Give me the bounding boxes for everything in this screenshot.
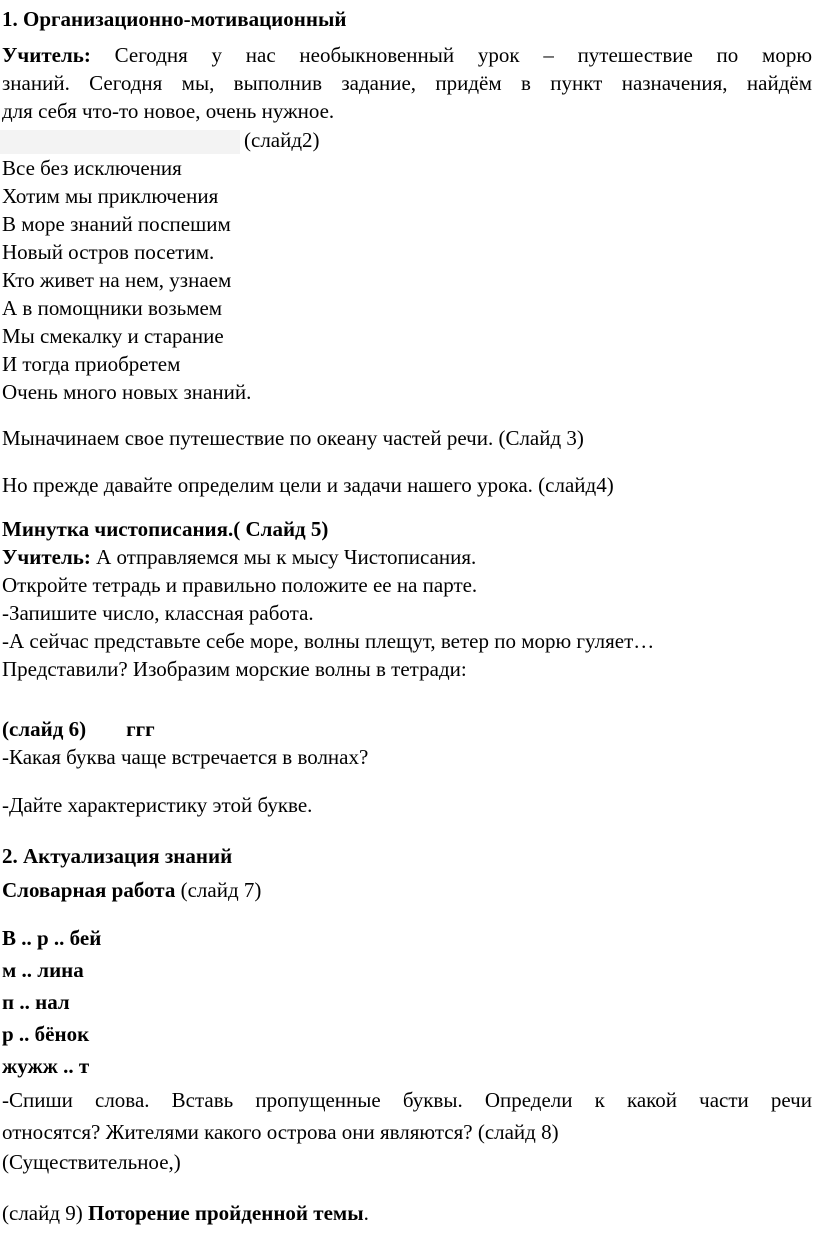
- slide2-label: (слайд2): [244, 128, 320, 152]
- section1-heading: 1. Организационно-мотивационный: [2, 7, 347, 31]
- vocab-word: м .. лина: [2, 958, 84, 982]
- journey-line: Мыначинаем свое путешествие по океану частей речи. (Слайд 3): [2, 426, 584, 450]
- task-line-1: -Спиши слова. Вставь пропущенные буквы. Определи к какой части речи: [2, 1088, 812, 1112]
- slide6-line: [2, 716, 155, 742]
- vocab-word: п .. нал: [2, 990, 70, 1014]
- poem-line: Кто живет на нем, узнаем: [2, 268, 232, 292]
- section2-heading: 2. Актуализация знаний: [2, 844, 233, 868]
- poem-line: Хотим мы приключения: [2, 184, 219, 208]
- intro-line-3: для себя что-то новое, очень нужное.: [2, 99, 335, 123]
- intro-line-2: знаний. Сегодня мы, выполнив задание, придём в пункт назначения, найдём: [2, 71, 812, 95]
- calligraphy-line-2: Откройте тетрадь и правильно положите ее на парте.: [2, 573, 478, 597]
- calligraphy-text-1: А отправляемся мы к мысу Чистописания.: [96, 545, 477, 569]
- repeat-end: .: [363, 1201, 369, 1225]
- poem-line: А в помощники возьмем: [2, 296, 223, 320]
- poem-line: И тогда приобретем: [2, 352, 181, 376]
- vocab-line: [2, 877, 261, 903]
- question-2: -Дайте характеристику этой букве.: [2, 793, 313, 817]
- slide2-line: [0, 127, 320, 154]
- goals-line: Но прежде давайте определим цели и задачи нашего урока. (слайд4): [2, 473, 614, 497]
- teacher-label: Учитель:: [2, 545, 91, 569]
- calligraphy-line-1: [2, 544, 476, 570]
- repeat-label: Поторение пройденной темы: [88, 1201, 364, 1225]
- wave-letters: ггг: [126, 717, 155, 741]
- calligraphy-line-4: -А сейчас представьте себе море, волны плещут, ветер по морю гуляет…: [2, 629, 655, 653]
- vocab-label: Словарная работа: [2, 878, 176, 902]
- slide6-label: (слайд 6): [2, 717, 87, 741]
- vocab-word: р .. бёнок: [2, 1022, 90, 1046]
- slide9-label: (слайд 9): [2, 1201, 83, 1225]
- intro-text-1: Сегодня у нас необыкновенный урок – путешествие по морю: [114, 43, 813, 67]
- poem-line: Очень много новых знаний.: [2, 380, 252, 404]
- calligraphy-line-5: Представили? Изобразим морские волны в тетради:: [2, 657, 467, 681]
- shaded-gap: [0, 130, 240, 154]
- poem-line: Все без исключения: [2, 156, 182, 180]
- slide9-line: [2, 1200, 369, 1226]
- vocab-slide: (слайд 7): [180, 878, 262, 902]
- task-line-2: относятся? Жителями какого острова они являются? (слайд 8): [2, 1120, 559, 1144]
- calligraphy-heading: Минутка чистописания.( Слайд 5): [2, 517, 329, 541]
- answer-line: (Существительное,): [2, 1150, 181, 1174]
- teacher-label: Учитель:: [2, 43, 91, 67]
- poem-line: В море знаний поспешим: [2, 212, 231, 236]
- question-1: -Какая буква чаще встречается в волнах?: [2, 745, 369, 769]
- intro-line-1: [2, 42, 812, 68]
- calligraphy-line-3: -Запишите число, классная работа.: [2, 601, 314, 625]
- poem-line: Новый остров посетим.: [2, 240, 215, 264]
- poem-line: Мы смекалку и старание: [2, 324, 224, 348]
- vocab-word: В .. р .. бей: [2, 926, 102, 950]
- vocab-word: жужж .. т: [2, 1054, 90, 1078]
